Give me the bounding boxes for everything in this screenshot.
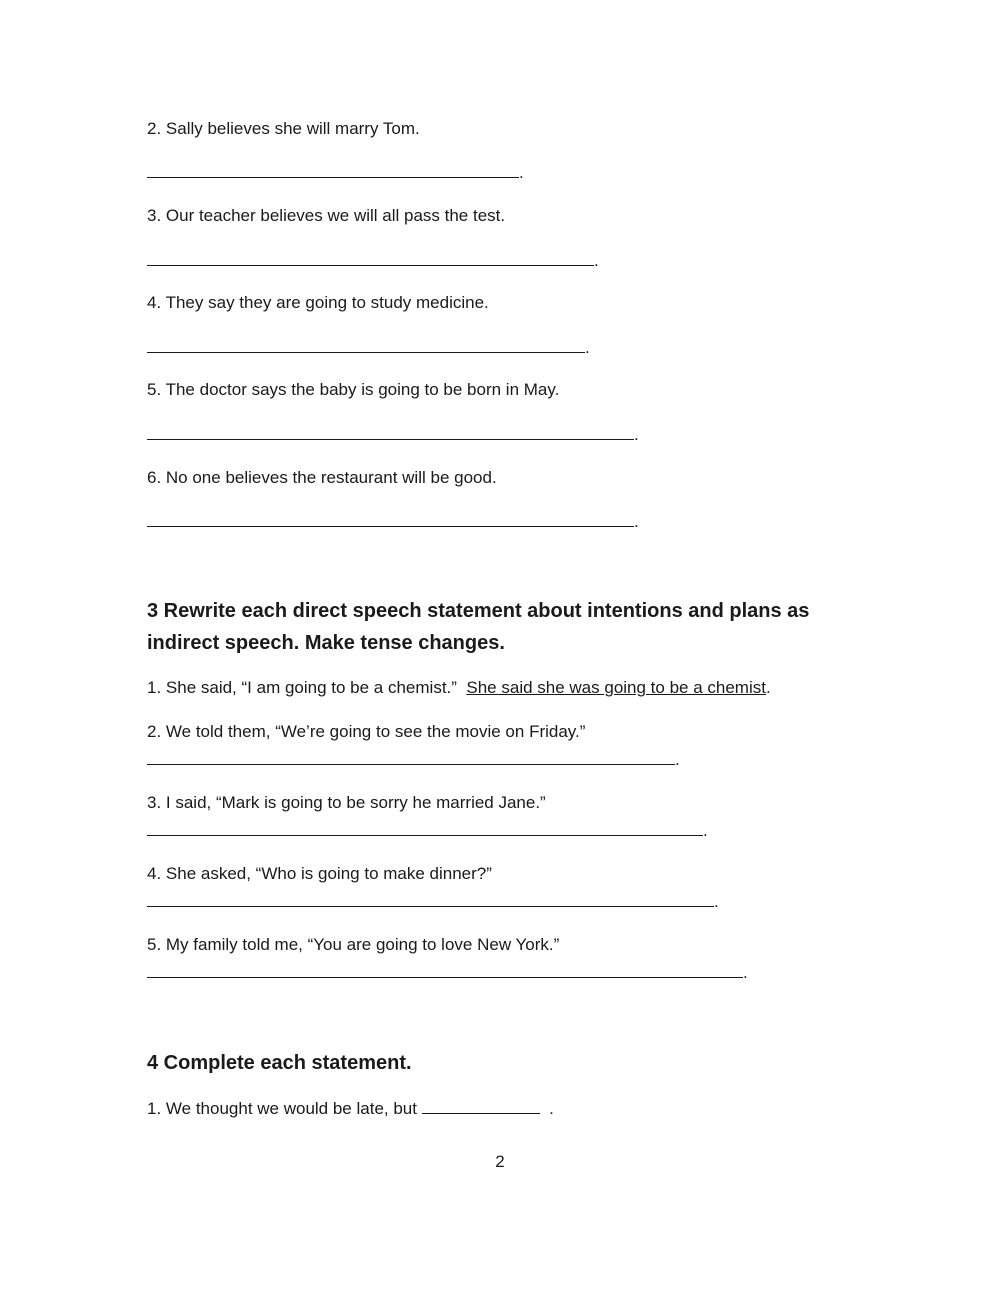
s3-item-2-answer-line[interactable]: . bbox=[147, 749, 680, 770]
section-4-heading: 4 Complete each statement. bbox=[147, 1052, 412, 1074]
s2-item-6-prompt: 6. No one believes the restaurant will be good. bbox=[147, 468, 497, 487]
s3-item-5-answer-line[interactable]: . bbox=[147, 962, 748, 983]
s4-item-1-blank[interactable] bbox=[422, 1098, 540, 1114]
s3-item-2-prompt: 2. We told them, “We’re going to see the movie on Friday.” bbox=[147, 722, 586, 741]
s2-item-2-prompt: 2. Sally believes she will marry Tom. bbox=[147, 119, 420, 138]
s3-item-4-prompt: 4. She asked, “Who is going to make dinner?” bbox=[147, 864, 492, 883]
s2-item-5-prompt: 5. The doctor says the baby is going to be born in May. bbox=[147, 380, 560, 399]
s2-item-4-answer-line[interactable]: . bbox=[147, 337, 590, 358]
s3-item-3-prompt: 3. I said, “Mark is going to be sorry he married Jane.” bbox=[147, 793, 546, 812]
page-number: 2 bbox=[495, 1152, 505, 1171]
s3-example-prompt: 1. She said, “I am going to be a chemist.” bbox=[147, 678, 457, 697]
s3-item-5-prompt: 5. My family told me, “You are going to love New York.” bbox=[147, 935, 560, 954]
s4-item-1-suffix: . bbox=[549, 1099, 554, 1118]
s3-item-4-answer-line[interactable]: . bbox=[147, 891, 719, 912]
s2-item-3-answer-line[interactable]: . bbox=[147, 250, 599, 271]
s3-example: 1. She said, “I am going to be a chemist.” She said she was going to be a chemist. bbox=[147, 678, 771, 697]
s2-item-4-prompt: 4. They say they are going to study medicine. bbox=[147, 293, 489, 312]
section-3-heading-line1: 3 Rewrite each direct speech statement about intentions and plans as bbox=[147, 600, 810, 622]
s4-item-1-prefix: 1. We thought we would be late, but bbox=[147, 1099, 417, 1118]
s2-item-2-answer-line[interactable]: . bbox=[147, 162, 524, 183]
s4-item-1 bbox=[147, 1098, 554, 1119]
section-3-heading-line2: indirect speech. Make tense changes. bbox=[147, 632, 505, 654]
s2-item-3-prompt: 3. Our teacher believes we will all pass the test. bbox=[147, 206, 506, 225]
s3-example-answer: She said she was going to be a chemist bbox=[466, 678, 766, 697]
s2-item-6-answer-line[interactable]: . bbox=[147, 511, 639, 532]
section-3-heading bbox=[147, 595, 847, 659]
s2-item-5-answer-line[interactable]: . bbox=[147, 424, 639, 445]
s3-item-3-answer-line[interactable]: . bbox=[147, 820, 708, 841]
